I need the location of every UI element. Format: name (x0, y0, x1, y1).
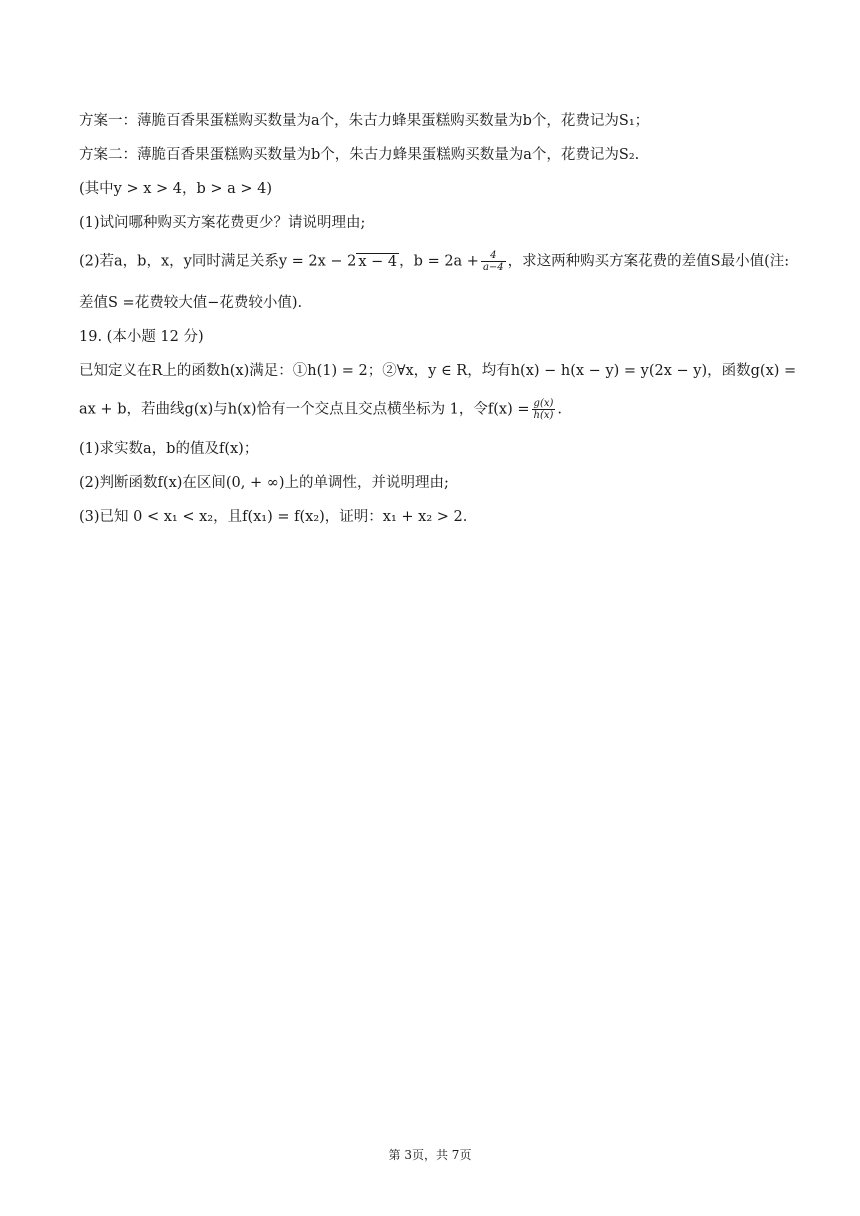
q2-text-b: ，b = 2a + (399, 253, 479, 270)
problem-19-question-3: (3)已知 0 < x₁ < x₂，且f(x₁) = f(x₂)，证明：x₁ + x₂ > 2. (79, 509, 468, 525)
fraction-numerator: 4 (481, 250, 506, 262)
fraction-numerator: g(x) (532, 398, 556, 410)
problem-19-header: 19. (本小题 12 分) (79, 329, 204, 345)
q2-text-c: ，求这两种购买方案花费的差值S最小值(注: (507, 253, 790, 270)
q2-text-a: (2)若a，b，x，y同时满足关系y = 2x − 2 (79, 253, 357, 270)
problem-19-question-1: (1)求实数a，b的值及f(x)； (79, 441, 259, 457)
page-footer: 第 3页，共 7页 (388, 1148, 472, 1162)
stem-text-b: . (557, 401, 563, 418)
question-1-text: (1)试问哪种购买方案花费更少？请说明理由; (79, 215, 366, 231)
fraction-denominator: a−4 (482, 262, 504, 273)
condition-text: (其中y > x > 4，b > a > 4) (79, 181, 273, 197)
sqrt-expression: x − 4 (358, 253, 398, 270)
problem-19-question-2: (2)判断函数f(x)在区间(0, + ∞)上的单调性，并说明理由; (79, 475, 449, 491)
plan-two-text: 方案二：薄脆百香果蛋糕购买数量为b个，朱古力蜂果蛋糕购买数量为a个，花费记为S₂. (79, 147, 640, 163)
problem-19-stem-line-2 (79, 398, 562, 421)
question-2-line-1 (79, 250, 789, 273)
fraction-denominator: h(x) (533, 410, 554, 421)
question-2-line-2: 差值S =花费较大值−花费较小值). (79, 295, 303, 311)
fraction-4-over-a-minus-4 (481, 250, 506, 273)
fraction-g-over-h (532, 398, 556, 421)
problem-19-stem-line-1: 已知定义在R上的函数h(x)满足：①h(1) = 2；②∀x，y ∈ R，均有h(x) − h(x − y) = y(2x − y)，函数g(x) = (79, 363, 797, 379)
plan-one-text: 方案一：薄脆百香果蛋糕购买数量为a个，朱古力蜂果蛋糕购买数量为b个，花费记为S₁； (79, 113, 650, 129)
stem-text-a: ax + b，若曲线g(x)与h(x)恰有一个交点且交点横坐标为 1，令f(x) = (79, 401, 530, 418)
